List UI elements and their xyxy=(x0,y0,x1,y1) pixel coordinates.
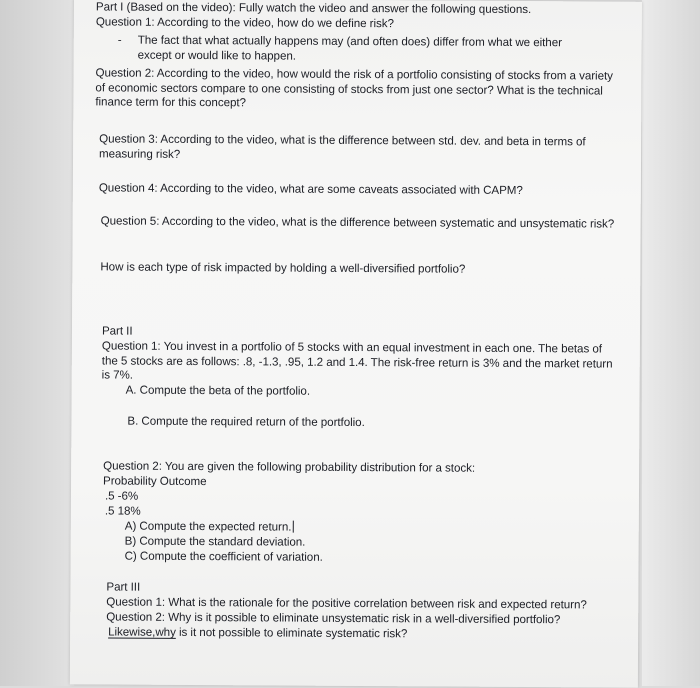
background-left xyxy=(0,0,74,686)
probability-row: .5 -6% xyxy=(104,489,139,503)
part2-heading: Part II xyxy=(101,324,133,338)
probability-table-header: Probability Outcome xyxy=(103,474,207,489)
background-right xyxy=(642,0,700,686)
part1-question-2: Question 2: According to the video, how would the risk of a portfolio consisting of stocks from a variety of economic sectors compare to one consisting of stocks from just one sector? What is the technical finance term for this concept? xyxy=(95,66,613,110)
part2-question-2-a xyxy=(125,520,294,536)
part3-heading: Part III xyxy=(106,580,141,594)
part1-question-4: Question 4: According to the video, what are some caveats associated with CAPM? xyxy=(98,181,523,198)
part2-question-2-a-text: A) Compute the expected return. xyxy=(124,519,292,534)
part1-question-1: Question 1: According to the video, how do we define risk? xyxy=(95,15,394,31)
part3-question-2: Question 2: Why is it possible to eliminate unsystematic risk in a well-diversified portfolio? xyxy=(106,610,561,627)
part1-heading: Part I (Based on the video): Fully watch the video and answer the following questions. xyxy=(95,0,532,17)
part2-question-1: Question 1: You invest in a portfolio of 5 stocks with an equal investment in each one. The betas of the 5 stocks are as follows: .8, -1.3, .95, 1.2 and 1.4. The risk-free return is 3% and the market return is 7%. xyxy=(101,339,613,382)
part1-answer-line-2: except or would like to happen. xyxy=(137,48,296,63)
part1-question-5-followup: How is each type of risk impacted by holding a well-diversified portfolio? xyxy=(100,260,466,276)
part2-question-2-b: B) Compute the standard deviation. xyxy=(124,534,306,549)
part2-question-1-a: A. Compute the beta of the portfolio. xyxy=(125,383,311,398)
paper-sheet xyxy=(70,0,642,688)
part2-question-1-b: B. Compute the required return of the portfolio. xyxy=(127,414,365,430)
part3-question-2-line-2-rest: is it not possible to eliminate systematic risk? xyxy=(175,625,408,641)
underlined-word: Likewise,why xyxy=(108,625,176,639)
part1-question-5: Question 5: According to the video, what is the difference between systematic and unsystematic risk? xyxy=(100,214,615,231)
part3-question-1: Question 1: What is the rationale for the positive correlation between risk and expected return? xyxy=(106,595,587,612)
probability-row: .5 18% xyxy=(104,504,141,518)
part2-question-2: Question 2: You are given the following probability distribution for a stock: xyxy=(103,459,476,475)
part3-question-2-line-2 xyxy=(108,625,407,641)
part1-question-3: Question 3: According to the video, what is the difference between std. dev. and beta in terms of measuring risk? xyxy=(99,132,586,161)
part2-question-2-c: C) Compute the coefficient of variation. xyxy=(124,549,323,564)
text-cursor xyxy=(292,521,293,533)
bullet-dash: - xyxy=(117,33,122,47)
part1-answer-line-1: The fact that what actually happens may (and often does) differ from what we either xyxy=(137,33,562,50)
